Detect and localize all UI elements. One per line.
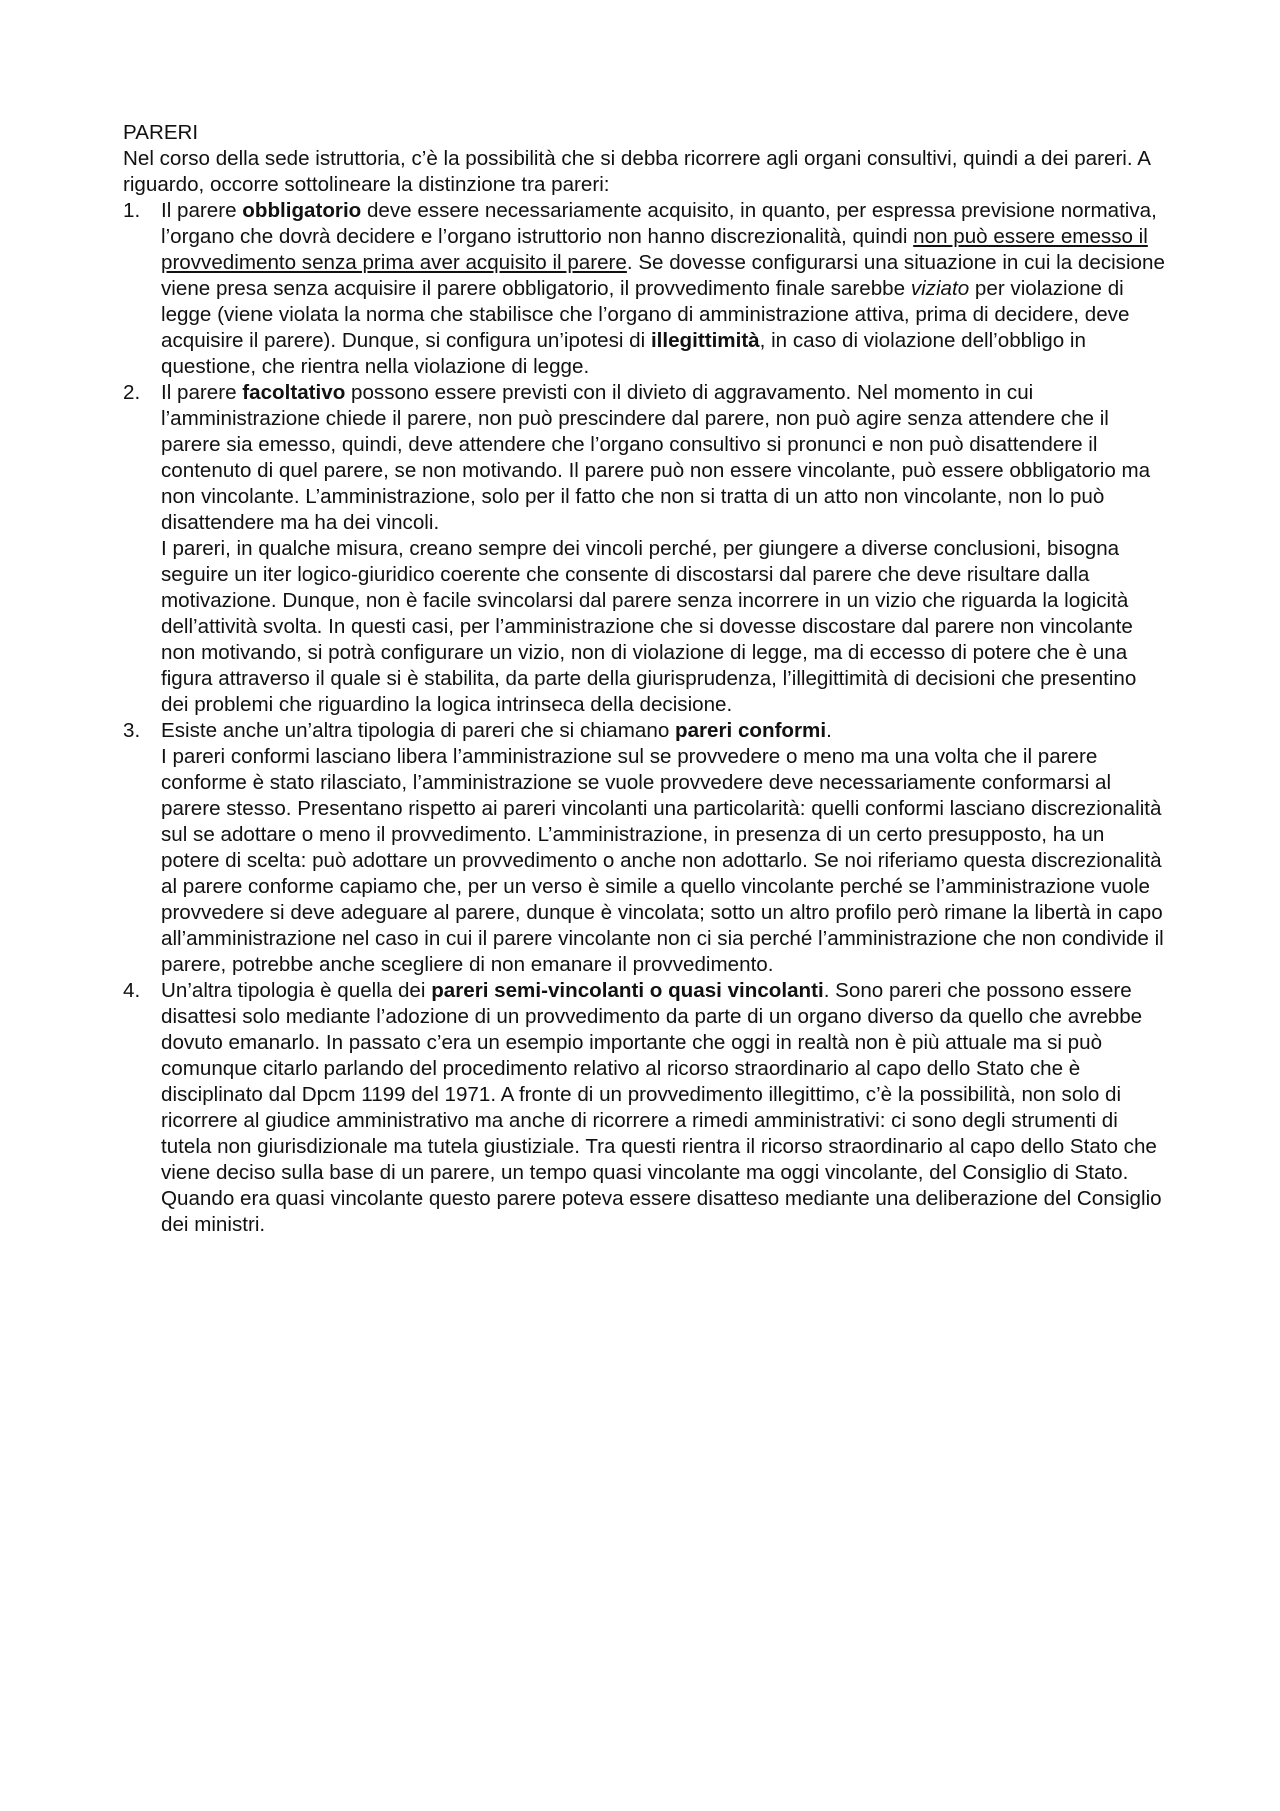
- text-run: . Sono pareri che possono essere disattesi solo mediante l’adozione di un provvedimento da parte di un organo diverso da quello che avrebbe dovuto emanarlo. In passato c’era un esempio importante che oggi in realtà non è più attuale ma si può comunque citarlo parlando del procedimento relativo al ricorso straordinario al capo dello Stato che è disciplinato dal Dpcm 1199 del 1971. A fronte di un provvedimento illegittimo, c’è la possibilità, non solo di ricorrere al giudice amministrativo ma anche di ricorrere a rimedi amministrativi: ci sono degli strumenti di tutela non giurisdizionale ma tutela giustiziale. Tra questi rientra il ricorso straordinario al capo dello Stato che viene deciso sulla base di un parere, un tempo quasi vincolante ma oggi vincolante, del Consiglio di Stato. Quando era quasi vincolante questo parere poteva essere disatteso mediante una deliberazione del Consiglio dei ministri.: [161, 979, 1162, 1236]
- intro-paragraph: Nel corso della sede istruttoria, c’è la possibilità che si debba ricorrere agli organi consultivi, quindi a dei pareri. A riguardo, occorre sottolineare la distinzione tra pareri:: [123, 147, 1150, 196]
- text-run: . Se dovesse configurarsi una situazione in cui la decisione viene presa senza acquisire il parere obbligatorio, il provvedimento finale sarebbe: [161, 251, 1165, 300]
- text-run: , in caso di violazione dell’obbligo in questione, che rientra nella violazione di legge.: [161, 329, 1086, 378]
- italic-term: viziato: [910, 277, 970, 300]
- text-run: Il parere: [161, 199, 243, 222]
- page-title: PARERI: [123, 121, 199, 144]
- text-run: Esiste anche un’altra tipologia di pareri che si chiamano: [161, 719, 675, 742]
- paragraph: [161, 978, 1168, 1238]
- list-number: 1.: [123, 199, 141, 222]
- list-item: [123, 380, 1168, 718]
- paragraph: [161, 380, 1168, 536]
- paragraph: I pareri conformi lasciano libera l’amministrazione sul se provvedere o meno ma una volta che il parere conforme è stato rilasciato, l’amministrazione se vuole provvedere deve necessariamente conformarsi al parere stesso. Presentano rispetto ai pareri vincolanti una particolarità: quelli conformi lasciano discrezionalità sul se adottare o meno il provvedimento. L’amministrazione, in presenza di un certo presupposto, ha un potere di scelta: può adottare un provvedimento o anche non adottarlo. Se noi riferiamo questa discrezionalità al parere conforme capiamo che, per un verso è simile a quello vincolante perché se l’amministrazione vuole provvedere si deve adeguare al parere, dunque è vincolata; sotto un altro profilo però rimane la libertà in capo all’amministrazione nel caso in cui il parere vincolante non ci sia perché l’amministrazione che non condivide il parere, potrebbe anche scegliere di non emanare il provvedimento.: [161, 745, 1164, 976]
- list-number: 4.: [123, 979, 141, 1002]
- paragraph: I pareri, in qualche misura, creano sempre dei vincoli perché, per giungere a diverse conclusioni, bisogna seguire un iter logico-giuridico coerente che consente di discostarsi dal parere che deve risultare dalla motivazione. Dunque, non è facile svincolarsi dal parere senza incorrere in un vizio che riguarda la logicità dell’attività svolta. In questi casi, per l’amministrazione che si dovesse discostare dal parere non vincolante non motivando, si potrà configurare un vizio, non di violazione di legge, ma di eccesso di potere che è una figura attraverso il quale si è stabilita, da parte della giurisprudenza, l’illegittimità di decisioni che presentino dei problemi che riguardino la logica intrinseca della decisione.: [161, 537, 1137, 716]
- bold-term: pareri conformi: [675, 719, 827, 742]
- document-page: [123, 120, 1168, 1238]
- bold-term: pareri semi-vincolanti o quasi vincolanti: [431, 979, 824, 1002]
- pareri-list: [123, 198, 1168, 1238]
- text-run: Il parere: [161, 381, 243, 404]
- text-run: possono essere previsti con il divieto di aggravamento. Nel momento in cui l’amministrazione chiede il parere, non può prescindere dal parere, non può agire senza attendere che il parere sia emesso, quindi, deve attendere che l’organo consultivo si pronunci e non può disattendere il contenuto di quel parere, se non motivando. Il parere può non essere vincolante, può essere obbligatorio ma non vincolante. L’amministrazione, solo per il fatto che non si tratta di un atto non vincolante, non lo può disattendere ma ha dei vincoli.: [161, 381, 1151, 534]
- text-run: Un’altra tipologia è quella dei: [161, 979, 432, 1002]
- underlined-text: non può essere emesso il provvedimento senza prima aver acquisito il parere: [161, 225, 1148, 274]
- list-number: 3.: [123, 719, 141, 742]
- text-run: .: [826, 719, 832, 742]
- text-run: per violazione di legge (viene violata la norma che stabilisce che l’organo di amministrazione attiva, prima di decidere, deve acquisire il parere). Dunque, si configura un’ipotesi di: [161, 277, 1130, 352]
- list-item: [123, 198, 1168, 380]
- list-item: [123, 718, 1168, 978]
- bold-term: facoltativo: [242, 381, 346, 404]
- paragraph: [161, 718, 1168, 744]
- text-run: deve essere necessariamente acquisito, in quanto, per espressa previsione normativa, l’organo che dovrà decidere e l’organo istruttorio non hanno discrezionalità, quindi: [161, 199, 1157, 248]
- bold-term: obbligatorio: [242, 199, 362, 222]
- paragraph: [161, 198, 1168, 380]
- list-item: [123, 978, 1168, 1238]
- bold-term: illegittimità: [650, 329, 760, 352]
- list-number: 2.: [123, 381, 141, 404]
